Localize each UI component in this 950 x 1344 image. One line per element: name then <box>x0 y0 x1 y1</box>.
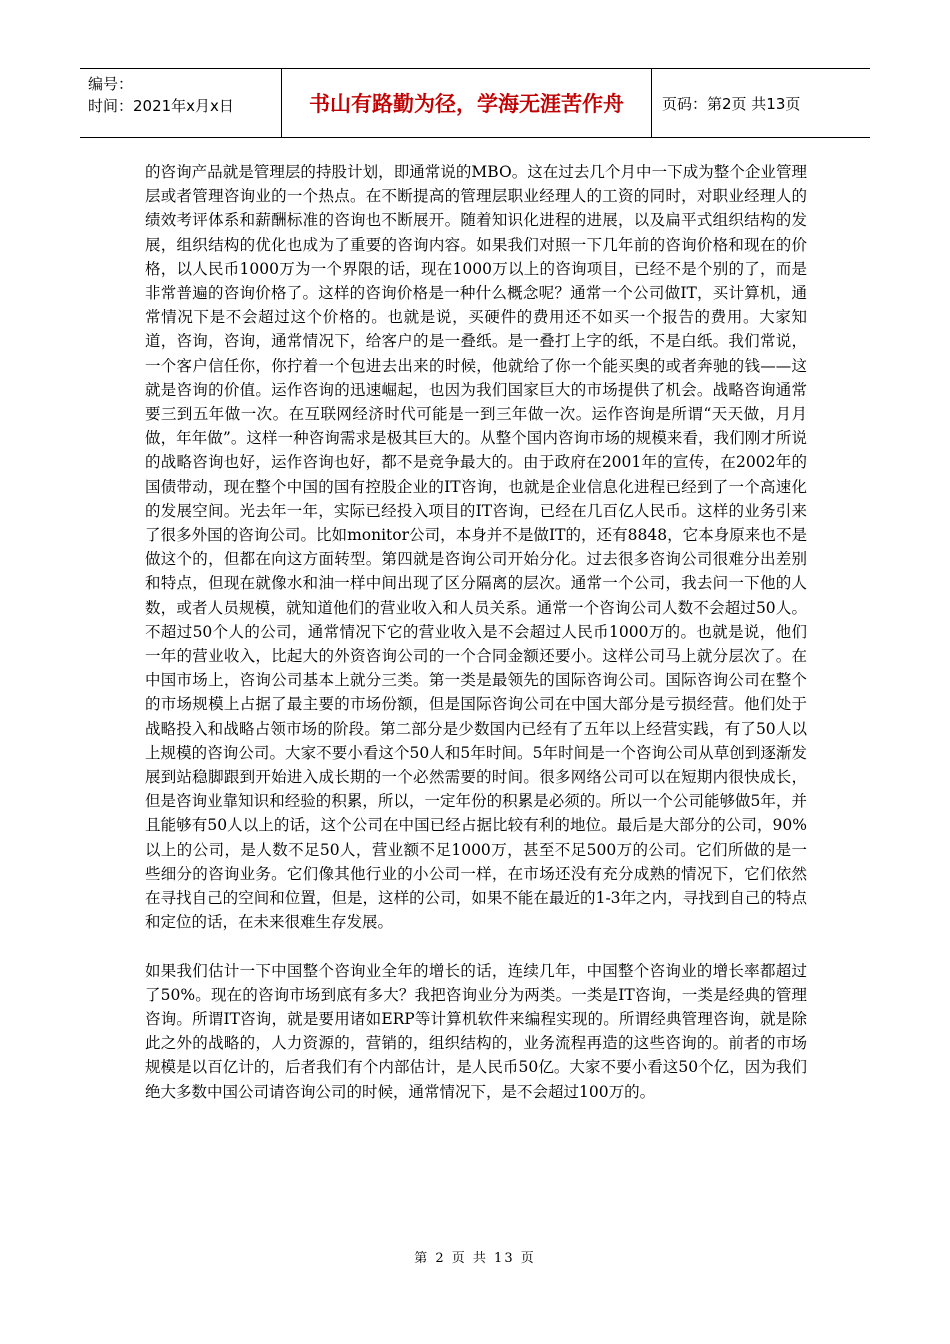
header-meta-cell <box>80 69 282 137</box>
page-header <box>80 68 870 138</box>
document-number-label: 编号： <box>88 75 134 93</box>
header-motto: 书山有路勤为径，学海无涯苦作舟 <box>282 69 652 137</box>
body-paragraph-2: 如果我们估计一下中国整个咨询业全年的增长的话，连续几年，中国整个咨询业的增长率都超过了50%。现在的咨询市场到底有多大？我把咨询业分为两类。一类是IT咨询，一类是经典的管理咨询。所谓IT咨询，就是要用诸如ERP等计算机软件来编程实现的。所谓经典管理咨询，就是除此之外的战略的，人力资源的，营销的，组织结构的，业务流程再造的这些咨询的。前者的市场规模是以百亿计的，后者我们有个内部估计，是人民币50亿。大家不要小看这50个亿，因为我们绝大多数中国公司请咨询公司的时候，通常情况下，是不会超过100万的。 <box>145 961 807 1101</box>
document-body <box>145 160 807 1104</box>
document-date-label: 时间：2021年x月x日 <box>88 97 234 115</box>
page-footer: 第 2 页 共 13 页 <box>414 1251 536 1266</box>
header-page-number: 页码：第2页 共13页 <box>662 94 801 113</box>
body-paragraph-1: 的咨询产品就是管理层的持股计划，即通常说的MBO。这在过去几个月中一下成为整个企业管理层或者管理咨询业的一个热点。在不断提高的管理层职业经理人的工资的同时，对职业经理人的绩效考评体系和薪酬标准的咨询也不断展开。随着知识化进程的进展，以及扁平式组织结构的发展，组织结构的优化也成为了重要的咨询内容。如果我们对照一下几年前的咨询价格和现在的价格，以人民币1000万为一个界限的话，现在1000万以上的咨询项目，已经不是个别的了，而是非常普遍的咨询价格了。这样的咨询价格是一种什么概念呢？通常一个公司做IT，买计算机，通常情况下是不会超过这个价格的。也就是说，买硬件的费用还不如买一个报告的费用。大家知道，咨询，咨询，通常情况下，给客户的是一叠纸。是一叠打上字的纸，不是白纸。我们常说，一个客户信任你，你拧着一个包进去出来的时候，他就给了你一个能买奥的或者奔驰的钱——这就是咨询的价值。运作咨询的迅速崛起，也因为我们国家巨大的市场提供了机会。战略咨询通常要三到五年做一次。在互联网经济时代可能是一到三年做一次。运作咨询是所谓“天天做，月月做，年年做”。这样一种咨询需求是极其巨大的。从整个国内咨询市场的规模来看，我们刚才所说的战略咨询也好，运作咨询也好，都不是竞争最大的。由于政府在2001年的宣传，在2002年的国债带动，现在整个中国的国有控股企业的IT咨询，也就是企业信息化进程已经到了一个高速化的发展空间。光去年一年，实际已经投入项目的IT咨询，已经在几百亿人民币。这样的业务引来了很多外国的咨询公司。比如monitor公司，本身并不是做IT的，还有8848，它本身原来也不是做这个的，但都在向这方面转型。第四就是咨询公司开始分化。过去很多咨询公司很难分出差别和特点，但现在就像水和油一样中间出现了区分隔离的层次。通常一个公司，我去问一下他的人数，或者人员规模，就知道他们的营业收入和人员关系。通常一个咨询公司人数不会超过50人。不超过50个人的公司，通常情况下它的营业收入是不会超过人民币1000万的。也就是说，他们一年的营业收入，比起大的外资咨询公司的一个合同金额还要小。这样公司马上就分层次了。在中国市场上，咨询公司基本上就分三类。第一类是最领先的国际咨询公司。国际咨询公司在整个的市场规模上占据了最主要的市场份额，但是国际咨询公司在中国大部分是亏损经营。他们处于战略投入和战略占领市场的阶段。第二部分是少数国内已经有了五年以上经营实践，有了50人以上规模的咨询公司。大家不要小看这个50人和5年时间。5年时间是一个咨询公司从草创到逐渐发展到站稳脚跟到开始进入成长期的一个必然需要的时间。很多网络公司可以在短期内很快成长，但是咨询业靠知识和经验的积累，所以，一定年份的积累是必须的。所以一个公司能够做5年，并且能够有50人以上的话，这个公司在中国已经占据比较有利的地位。最后是大部分的公司，90%以上的公司，是人数不足50人，营业额不足1000万，甚至不足500万的公司。它们所做的是一些细分的咨询业务。它们像其他行业的小公司一样，在市场还没有充分成熟的情况下，它们依然在寻找自己的空间和位置，但是，这样的公司，如果不能在最近的1-3年之内，寻找到自己的特点和定位的话，在未来很难生存发展。 <box>145 163 807 932</box>
